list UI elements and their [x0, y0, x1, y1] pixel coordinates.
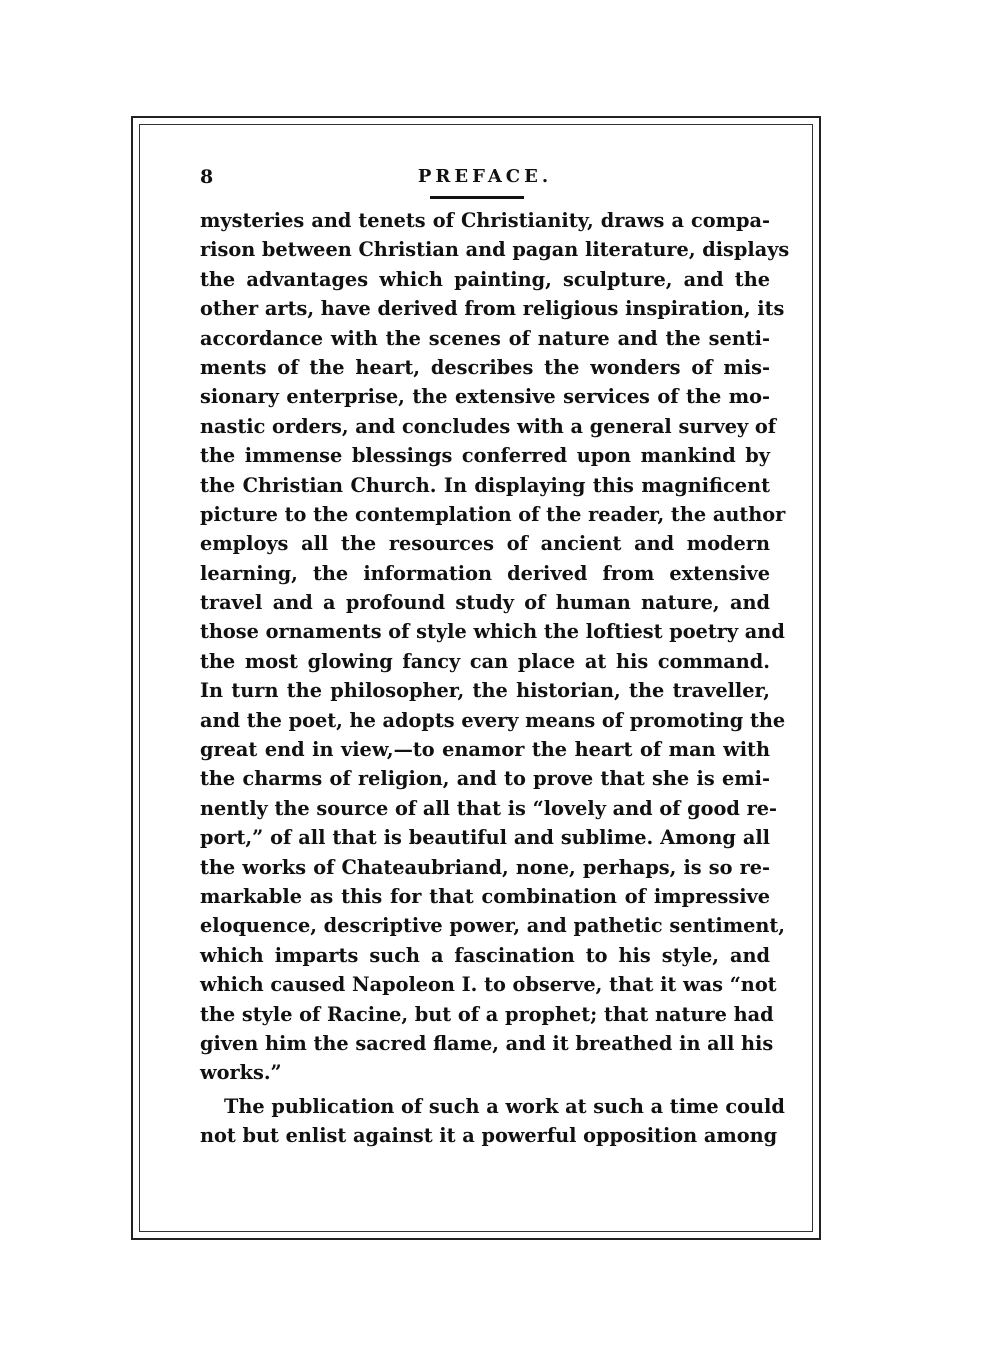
body-text	[200, 206, 790, 1151]
text-line: mysteries and tenets of Christianity, draws a compa-	[200, 209, 770, 232]
text-line: rison between Christian and pagan literature, displays	[200, 238, 790, 262]
text-line: the works of Chateaubriand, none, perhaps, is so re-	[200, 855, 770, 879]
text-line: markable as this for that combination of impressive	[200, 884, 770, 908]
text-line: the style of Racine, but of a prophet; that nature had	[200, 1002, 774, 1026]
text-line: given him the sacred flame, and it breathed in all his	[200, 1031, 774, 1055]
text-line: those ornaments of style which the loftiest poetry and	[200, 620, 785, 644]
text-line: nastic orders, and concludes with a general survey of	[200, 414, 777, 438]
text-line: ments of the heart, describes the wonders of mis-	[200, 355, 770, 379]
text-line: sionary enterprise, the extensive services of the mo-	[200, 385, 770, 409]
paragraph-1	[200, 206, 790, 1088]
text-line: great end in view,—to enamor the heart of man with	[200, 738, 770, 762]
text-line: The publication of such a work at such a time could	[224, 1094, 785, 1118]
text-line: port,” of all that is beautiful and sublime. Among all	[200, 826, 770, 850]
text-line: eloquence, descriptive power, and pathetic sentiment,	[200, 914, 786, 938]
text-line: accordance with the scenes of nature and the senti-	[200, 326, 770, 350]
text-line: and the poet, he adopts every means of promoting the	[200, 708, 786, 732]
text-line: which caused Napoleon I. to observe, that it was “not	[200, 973, 777, 997]
running-head	[200, 166, 770, 190]
section-title: PREFACE.	[417, 166, 553, 187]
text-line: other arts, have derived from religious inspiration, its	[200, 297, 785, 321]
text-line: the Christian Church. In displaying this magnificent	[200, 473, 770, 497]
text-line: learning, the information derived from extensive	[200, 561, 770, 585]
text-line: travel and a profound study of human nature, and	[200, 591, 770, 615]
text-line: not but enlist against it a powerful opposition among	[200, 1124, 778, 1148]
text-line: employs all the resources of ancient and modern	[200, 532, 770, 556]
paragraph-2	[200, 1092, 785, 1151]
text-line: the most glowing fancy can place at his command.	[200, 649, 770, 673]
text-line: In turn the philosopher, the historian, the traveller,	[200, 679, 770, 703]
page-number: 8	[200, 166, 214, 188]
text-line: works.”	[200, 1061, 282, 1085]
text-line: the charms of religion, and to prove that she is emi-	[200, 767, 770, 791]
text-line: the immense blessings conferred upon mankind by	[200, 444, 770, 468]
text-line: picture to the contemplation of the reader, the author	[200, 502, 786, 526]
text-line: which imparts such a fascination to his style, and	[200, 943, 770, 967]
text-line: the advantages which painting, sculpture, and the	[200, 267, 770, 291]
text-line: nently the source of all that is “lovely and of good re-	[200, 796, 778, 820]
title-rule	[430, 196, 524, 199]
